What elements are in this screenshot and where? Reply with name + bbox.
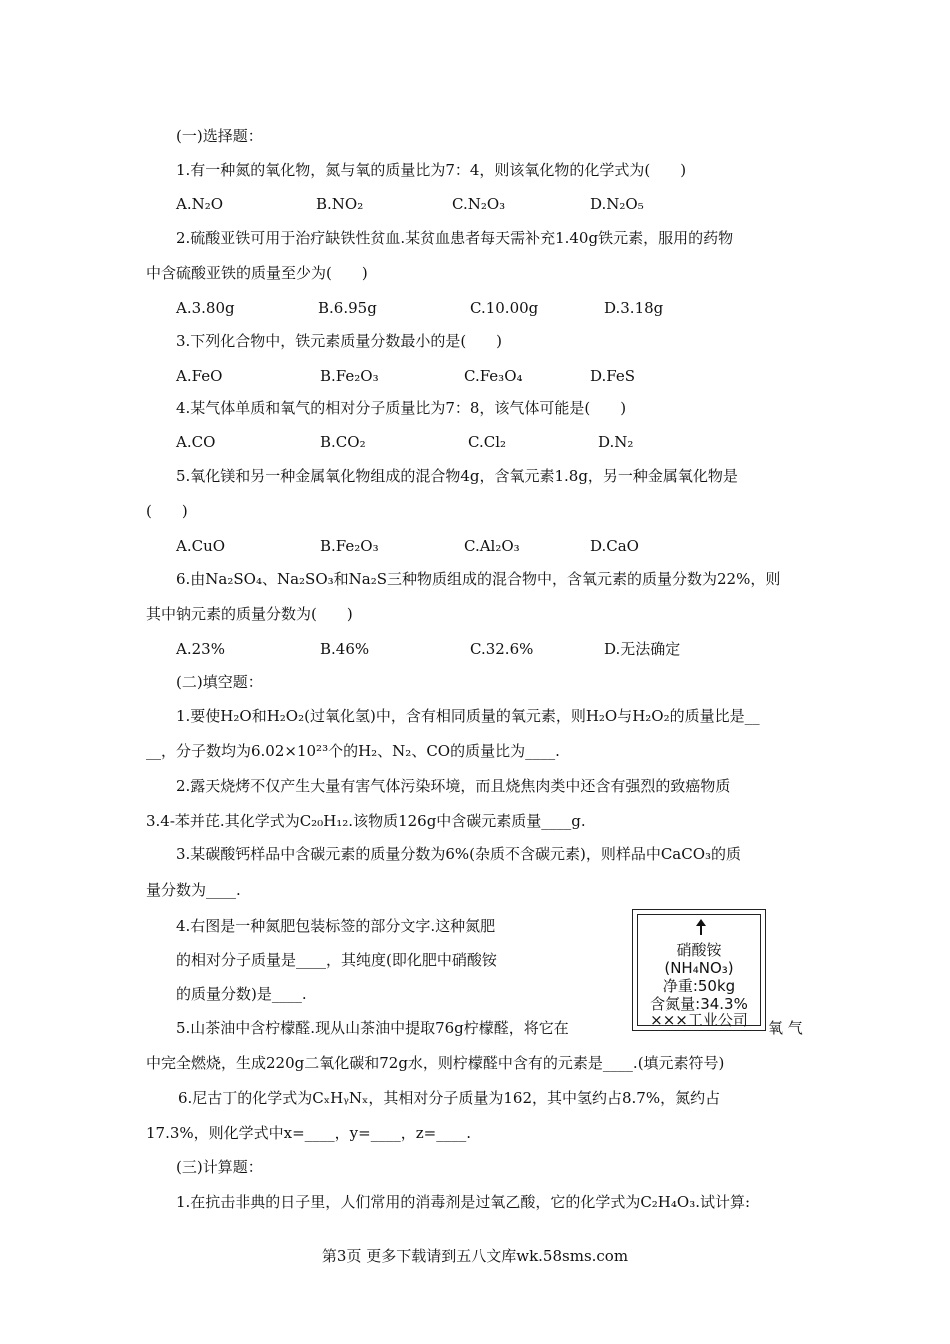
section-choice-heading: (一)选择题： bbox=[176, 127, 263, 145]
q3-option-a: A.FeO bbox=[176, 367, 223, 385]
q5-option-b: B.Fe₂O₃ bbox=[320, 537, 379, 555]
f6-line1: 6.尼古丁的化学式为CₓHᵧNₓ，其相对分子质量为162，其中氢约占8.7%，氮约占 bbox=[178, 1089, 721, 1107]
q2-option-b: B.6.95g bbox=[318, 299, 377, 317]
q3-option-c: C.Fe₃O₄ bbox=[464, 367, 523, 385]
f4-line3: 的质量分数)是____. bbox=[176, 985, 307, 1003]
q5-option-c: C.Al₂O₃ bbox=[464, 537, 520, 555]
q3-option-d: D.FeS bbox=[590, 367, 635, 385]
q6-stem-line1: 6.由Na₂SO₄、Na₂SO₃和Na₂S三种物质组成的混合物中，含氧元素的质量分数为22%，则 bbox=[176, 570, 781, 588]
label-net-weight: 净重:50kg bbox=[662, 977, 736, 995]
q5-option-a: A.CuO bbox=[176, 537, 226, 555]
q4-option-b: B.CO₂ bbox=[320, 433, 366, 451]
fertilizer-label-inner-border bbox=[637, 914, 761, 1029]
q2-stem-line2: 中含硫酸亚铁的质量至少为( ) bbox=[146, 264, 368, 282]
fertilizer-label-figure bbox=[632, 909, 766, 1031]
c1-line1: 1.在抗击非典的日子里，人们常用的消毒剂是过氧乙酸，它的化学式为C₂H₄O₃.试计算: bbox=[176, 1193, 751, 1211]
label-nitrogen-content: 含氮量:34.3% bbox=[650, 995, 748, 1013]
f6-line2: 17.3%，则化学式中x=____，y=____，z=____. bbox=[146, 1124, 471, 1142]
q6-option-c: C.32.6% bbox=[470, 640, 534, 658]
q4-stem: 4.某气体单质和氧气的相对分子质量比为7：8，该气体可能是( ) bbox=[176, 399, 627, 417]
arrow-up-icon bbox=[694, 918, 708, 936]
q6-option-b: B.46% bbox=[320, 640, 370, 658]
q1-stem: 1.有一种氮的氧化物，氮与氧的质量比为7：4，则该氧化物的化学式为( ) bbox=[176, 161, 687, 179]
q5-stem-line1: 5.氧化镁和另一种金属氧化物组成的混合物4g，含氧元素1.8g，另一种金属氧化物是 bbox=[176, 467, 738, 485]
label-formula: (NH₄NO₃) bbox=[664, 959, 734, 977]
section-calc-heading: (三)计算题： bbox=[176, 1158, 263, 1176]
q1-option-a: A.N₂O bbox=[176, 195, 224, 213]
label-product-name: 硝酸铵 bbox=[676, 941, 722, 959]
f4-line1: 4.右图是一种氮肥包装标签的部分文字.这种氮肥 bbox=[176, 917, 496, 935]
q2-option-d: D.3.18g bbox=[604, 299, 664, 317]
q4-option-c: C.Cl₂ bbox=[468, 433, 506, 451]
f3-line2: 量分数为____. bbox=[146, 881, 241, 899]
q2-option-a: A.3.80g bbox=[176, 299, 235, 317]
f5-line1b: 氧 气 bbox=[768, 1019, 803, 1037]
q6-option-d: D.无法确定 bbox=[604, 640, 681, 658]
q6-option-a: A.23% bbox=[176, 640, 225, 658]
page-footer: 第3页 更多下载请到五八文库wk.58sms.com bbox=[321, 1247, 629, 1265]
section-fill-heading: (二)填空题： bbox=[176, 673, 263, 691]
q6-stem-line2: 其中钠元素的质量分数为( ) bbox=[146, 605, 353, 623]
f5-line1a: 5.山茶油中含柠檬醛.现从山茶油中提取76g柠檬醛，将它在 bbox=[176, 1019, 569, 1037]
f4-line2: 的相对分子质量是____，其纯度(即化肥中硝酸铵 bbox=[176, 951, 497, 969]
f1-line2: __，分子数均为6.02×10²³个的H₂、N₂、CO的质量比为____. bbox=[146, 742, 560, 760]
f2-line2: 3.4-苯并芘.其化学式为C₂₀H₁₂.该物质126g中含碳元素质量____g. bbox=[146, 812, 586, 830]
q2-stem-line1: 2.硫酸亚铁可用于治疗缺铁性贫血.某贫血患者每天需补充1.40g铁元素，服用的药物 bbox=[176, 229, 734, 247]
q4-option-a: A.CO bbox=[176, 433, 216, 451]
f1-line1: 1.要使H₂O和H₂O₂(过氧化氢)中，含有相同质量的氧元素，则H₂O与H₂O₂的质量比是__ bbox=[176, 707, 760, 725]
q4-option-d: D.N₂ bbox=[598, 433, 634, 451]
label-company: ×××工业公司 bbox=[650, 1011, 748, 1029]
q3-option-b: B.Fe₂O₃ bbox=[320, 367, 379, 385]
q1-option-b: B.NO₂ bbox=[316, 195, 364, 213]
f5-line2: 中完全燃烧，生成220g二氧化碳和72g水，则柠檬醛中含有的元素是____.(填元素符号) bbox=[146, 1054, 725, 1072]
f2-line1: 2.露天烧烤不仅产生大量有害气体污染环境，而且烧焦肉类中还含有强烈的致癌物质 bbox=[176, 777, 731, 795]
q3-stem: 3.下列化合物中，铁元素质量分数最小的是( ) bbox=[176, 332, 503, 350]
q5-option-d: D.CaO bbox=[590, 537, 639, 555]
q2-option-c: C.10.00g bbox=[470, 299, 539, 317]
q5-stem-line2: ( ) bbox=[146, 502, 188, 520]
q1-option-c: C.N₂O₃ bbox=[452, 195, 506, 213]
q1-option-d: D.N₂O₅ bbox=[590, 195, 644, 213]
f3-line1: 3.某碳酸钙样品中含碳元素的质量分数为6%(杂质不含碳元素)，则样品中CaCO₃的质 bbox=[176, 845, 742, 863]
